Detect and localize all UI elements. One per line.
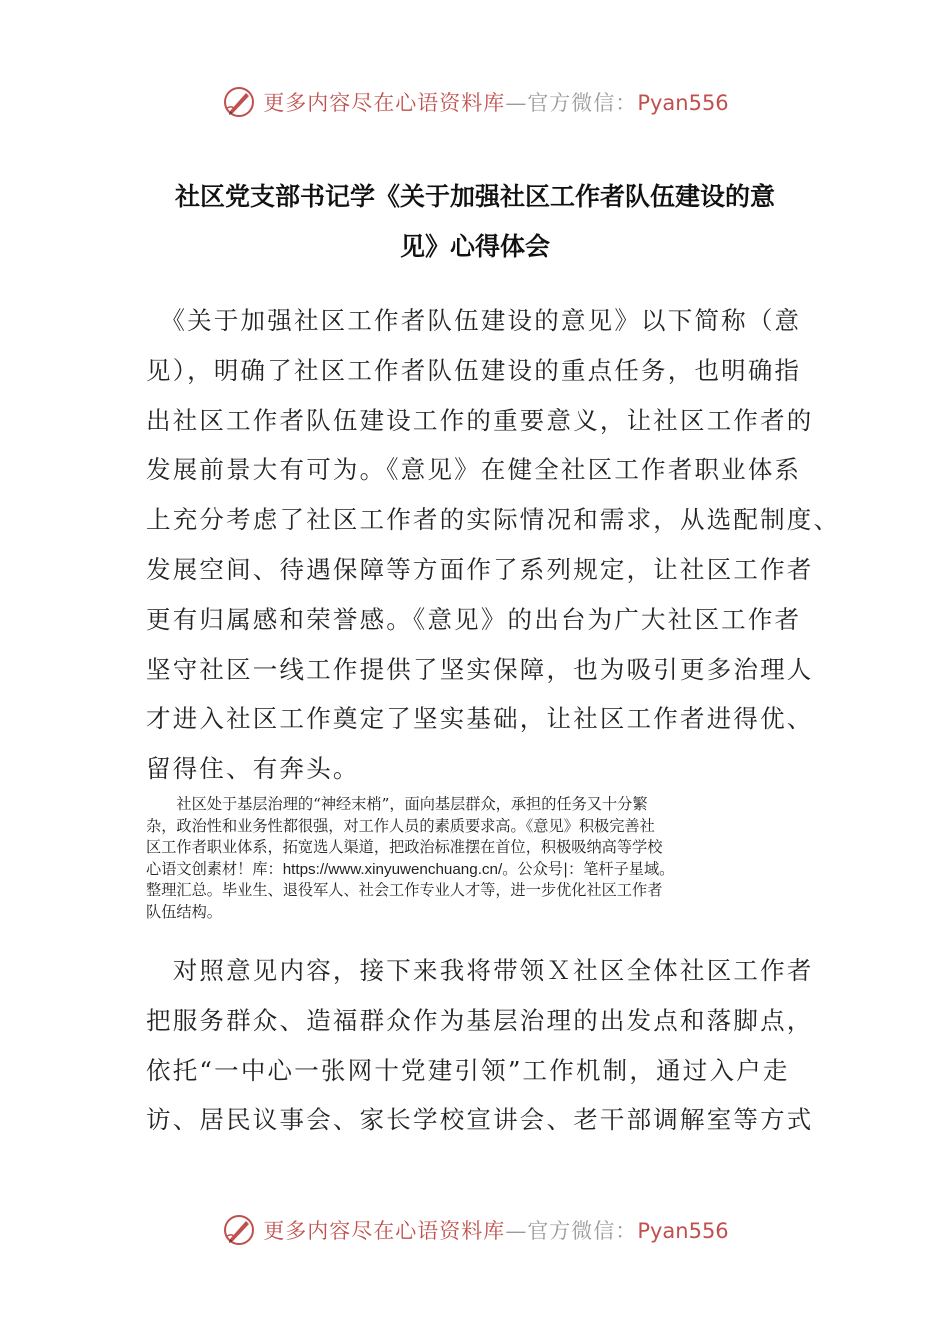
paragraph-line: 发展前景大有可为。《意见》在健全社区工作者职业体系 bbox=[146, 455, 802, 485]
pen-on-page-icon bbox=[221, 1212, 257, 1248]
paragraph-line: 整理汇总。毕业生、退役军人、社会工作专业人才等，进一步优化社区工作者 bbox=[146, 881, 663, 900]
paragraph-line: 《关于加强社区工作者队伍建设的意见》以下简称（意 bbox=[146, 306, 802, 335]
pen-on-page-icon bbox=[221, 84, 257, 120]
paragraph-line: 才进入社区工作奠定了坚实基础，让社区工作者进得优、 bbox=[146, 704, 814, 734]
paragraph-line: 把服务群众、造福群众作为基层治理的出发点和落脚点， bbox=[146, 1005, 814, 1035]
paragraph-line: 区工作者职业体系，拓宽选人渠道，把政治标准摆在首位，积极吸纳高等学校 bbox=[146, 838, 663, 857]
slogan-brand: Pyan556 bbox=[637, 1219, 729, 1243]
footer-slogan bbox=[263, 1215, 728, 1245]
header-slogan bbox=[263, 87, 728, 117]
paragraph-line: 队伍结构。 bbox=[146, 902, 222, 921]
source-url-link[interactable]: https://www.xinyuwenchuang.cn/ bbox=[282, 860, 503, 878]
paragraph-line: 对照意见内容，接下来我将带领Ｘ社区全体社区工作者 bbox=[146, 956, 814, 985]
paragraph-line: 发展空间、待遇保障等方面作了系列规定，让社区工作者 bbox=[146, 554, 814, 584]
footer-banner bbox=[0, 1208, 950, 1252]
line-prefix: 心语文创素材！库： bbox=[146, 859, 283, 878]
header-banner bbox=[0, 80, 950, 124]
slogan-wechat-label: 官方微信： bbox=[527, 1219, 638, 1243]
paragraph-line: 见），明确了社区工作者队伍建设的重点任务，也明确指 bbox=[146, 355, 802, 385]
paragraph-2 bbox=[146, 794, 806, 924]
paragraph-line: 更有归属感和荣誉感。《意见》的出台为广大社区工作者 bbox=[146, 604, 802, 634]
slogan-main: 更多内容尽在心语资料库 bbox=[263, 91, 506, 115]
paragraph-line: 出社区工作者队伍建设工作的重要意义，让社区工作者的 bbox=[146, 405, 814, 435]
paragraph-line: 杂，政治性和业务性都很强，对工作人员的素质要求高。《意见》积极完善社 bbox=[146, 816, 655, 835]
paragraph-line: 访、居民议事会、家长学校宣讲会、老干部调解室等方式 bbox=[146, 1105, 814, 1135]
slogan-separator: — bbox=[505, 1219, 528, 1243]
paragraph-3 bbox=[146, 946, 814, 1145]
document-title bbox=[150, 172, 800, 272]
title-line: 社区党支部书记学《关于加强社区工作者队伍建设的意 bbox=[174, 182, 775, 211]
slogan-wechat-label: 官方微信： bbox=[527, 91, 638, 115]
slogan-separator: — bbox=[505, 91, 528, 115]
line-suffix: 。公众号|：笔杆子星域。 bbox=[502, 859, 675, 878]
slogan-brand: Pyan556 bbox=[637, 91, 729, 115]
paragraph-line: 依托“一中心一张网十党建引领”工作机制，通过入户走 bbox=[146, 1055, 790, 1085]
title-line: 见》心得体会 bbox=[399, 232, 550, 261]
paragraph-line: 留得住、有奔头。 bbox=[146, 754, 360, 784]
paragraph-line: 社区处于基层治理的“神经末梢”，面向基层群众，承担的任务又十分繁 bbox=[146, 795, 648, 813]
paragraph-1 bbox=[146, 296, 841, 794]
paragraph-line bbox=[146, 859, 806, 881]
paragraph-line: 坚守社区一线工作提供了坚实保障，也为吸引更多治理人 bbox=[146, 654, 814, 684]
paragraph-line: 上充分考虑了社区工作者的实际情况和需求，从选配制度、 bbox=[146, 505, 841, 535]
slogan-main: 更多内容尽在心语资料库 bbox=[263, 1219, 506, 1243]
